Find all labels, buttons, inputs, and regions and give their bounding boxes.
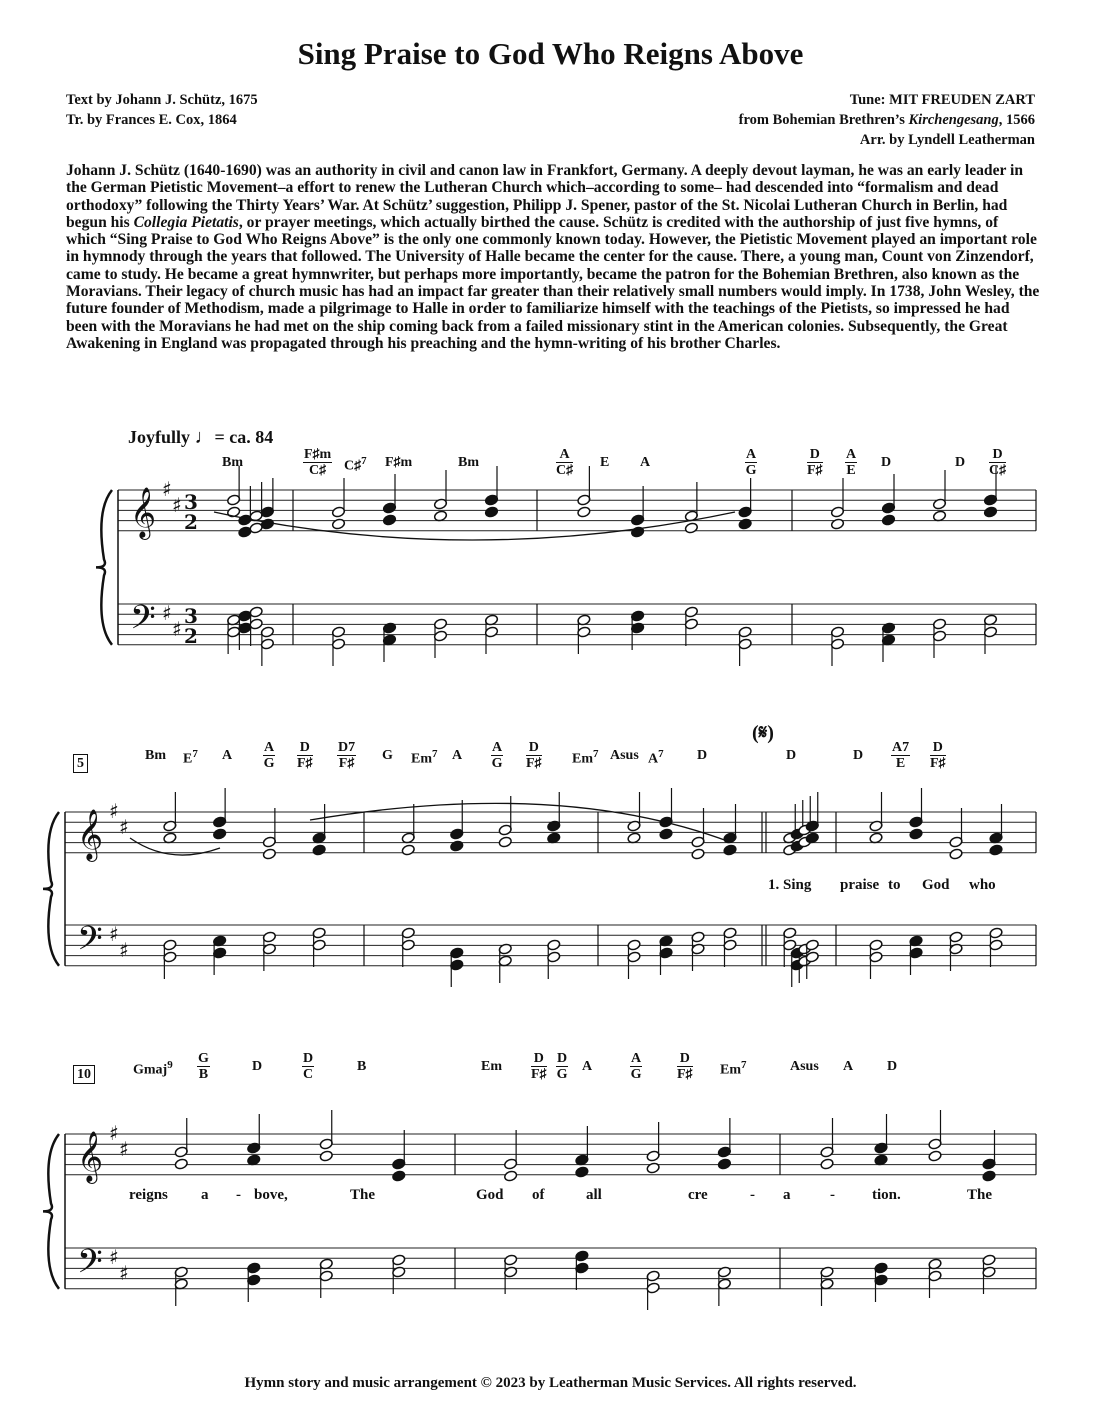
bass-clef-icon: 𝄢: [77, 920, 103, 966]
chord-bass: C♯: [989, 463, 1007, 478]
chord-bass: C: [303, 1067, 314, 1082]
sharp-icon: ♯: [109, 1121, 119, 1145]
chord-top: A: [631, 1051, 642, 1066]
sharp-icon: ♯: [119, 938, 129, 962]
lyric-syllable: cre: [688, 1187, 708, 1203]
chord-bass: C♯: [556, 463, 574, 478]
segno-sign: (𝄋): [752, 722, 774, 744]
treble-note: [949, 848, 963, 860]
chord-bass: F♯: [526, 756, 542, 771]
chord-symbol: Em$^7$: [411, 748, 438, 767]
arranger: Arr. by Lyndell Leatherman: [859, 132, 1035, 148]
time-signature-top: 3: [184, 604, 198, 628]
measure-number: 5: [73, 754, 88, 773]
lyric-syllable: God: [922, 877, 950, 893]
chord-bass: G: [491, 756, 503, 771]
treble-note: [382, 514, 396, 526]
chord-bass: F♯: [338, 756, 355, 771]
lyric-syllable: tion.: [872, 1187, 901, 1203]
chord-bass: E: [895, 756, 906, 771]
chord-symbol: D: [887, 1059, 898, 1074]
translator: Tr. by Frances E. Cox, 1864: [66, 112, 237, 128]
chord-symbol: F♯m: [385, 455, 413, 470]
chord-symbol: B: [357, 1059, 367, 1074]
brace-icon: [96, 490, 112, 645]
chord-symbol: G: [382, 748, 393, 763]
lyric-syllable: -: [750, 1187, 755, 1203]
lyric-syllable: reigns: [129, 1187, 168, 1203]
bass-clef-icon: 𝄢: [130, 599, 156, 645]
chord-bass: G: [263, 756, 275, 771]
chord-symbol: D: [786, 748, 797, 763]
treble-note: [983, 506, 997, 518]
chord-top: A7: [892, 740, 910, 755]
sharp-icon: ♯: [119, 1261, 129, 1285]
lyric-syllable: a: [201, 1187, 209, 1203]
measure-number: 10: [73, 1065, 95, 1084]
chord-top: A: [846, 447, 857, 462]
treble-note: [646, 1162, 660, 1174]
chord-top: D: [677, 1051, 693, 1067]
chord-bass: F♯: [531, 1067, 547, 1082]
treble-note: [982, 1170, 996, 1182]
copyright-footer: Hymn story and music arrangement © 2023 by Leatherman Music Services. All rights reserved.: [244, 1375, 857, 1391]
chord-top: D: [526, 740, 542, 756]
treble-note: [575, 1166, 589, 1178]
treble-note: [504, 1170, 518, 1182]
treble-note: [989, 844, 1003, 856]
chord-symbol: D: [955, 455, 966, 470]
chord-bass: B: [198, 1067, 209, 1082]
chord-symbol: D: [252, 1059, 263, 1074]
lyric-syllable: all: [586, 1187, 602, 1203]
treble-note: [401, 844, 415, 856]
chord-symbol: D: [881, 455, 892, 470]
treble-note: [312, 844, 326, 856]
chord-top: D: [297, 740, 313, 756]
lyric-syllable: 1. Sing: [768, 877, 812, 893]
tempo-value: = ca. 84: [214, 427, 274, 447]
chord-bass: G: [630, 1067, 642, 1082]
chord-symbol: A: [640, 455, 651, 470]
treble-note: [484, 506, 498, 518]
chord-symbol: Em: [481, 1059, 502, 1074]
time-signature-bottom: 2: [184, 624, 198, 648]
treble-note: [723, 844, 737, 856]
sharp-icon: ♯: [172, 617, 182, 641]
chord-bass: G: [556, 1067, 568, 1082]
chord-top: D: [531, 1051, 547, 1067]
chord-bass: F♯: [807, 463, 823, 478]
treble-note: [717, 1158, 731, 1170]
lyric-syllable: praise: [840, 877, 880, 893]
hymn-story: Johann J. Schütz (1640-1690) was an authority in civil and canon law in Frankfort, Germany. A deeply devout layman, he was an early leader in the German Pietistic Movement–a effort to renew the Lutheran Church which–according to some– had descended into “formalism and dead orthodoxy” following the Thirty Years’ War. At Schütz’ suggestion, Philipp J. Spener, pastor of the St. Nicolai Lutheran Church in Berlin, had begun his Collegia Pietatis, or prayer meetings, which actually birthed the cause. Schütz is credited with the authorship of just five hymns, of which “Sing Praise to God Who Reigns Above” is the only one commonly known today. However, the Pietistic Movement played an important role in hymnody through the years that followed. The University of Halle became the center for the cause. There, a young man, Count von Zinzendorf, came to study. He became a great hymnwriter, but perhaps more importantly, became the patron for the Bohemian Brethren, also known as the Moravians. Their legacy of church music has had an impact far greater than their relatively small numbers would imply. In 1738, John Wesley, the future founder of Methodism, made a pilgrimage to Halle in order to familiarize himself with the teachings of the Pietists, so impressed he had been with the Moravians he had met on the ship coming back from a failed missionary stint in the American colonies. Subsequently, the Great Awakening in England was propagated through his preaching and the hymn-writing of his brother Charles.: [66, 162, 1040, 352]
lyric-syllable: -: [236, 1187, 241, 1203]
chord-bass: F♯: [297, 756, 313, 771]
chord-top: A: [556, 447, 573, 463]
tempo-label: Joyfully: [128, 427, 191, 447]
bass-clef-icon: 𝄢: [77, 1243, 103, 1289]
chord-symbol: A: [222, 748, 233, 763]
chord-top: D: [557, 1051, 568, 1066]
sharp-icon: ♯: [162, 601, 172, 625]
chord-top: A: [746, 447, 757, 462]
half-note-icon: ♩: [194, 426, 215, 448]
treble-note: [174, 1158, 188, 1170]
sharp-icon: ♯: [109, 922, 119, 946]
chord-symbol: C♯$^7$: [344, 455, 367, 474]
chord-symbol: Asus: [610, 748, 639, 763]
time-signature-top: 3: [184, 490, 198, 514]
slur: [214, 512, 735, 540]
sharp-icon: ♯: [162, 477, 172, 501]
chord-symbol: Bm: [145, 748, 166, 763]
brace-icon: [43, 812, 59, 966]
treble-note: [498, 836, 512, 848]
treble-note: [909, 828, 923, 840]
lyric-syllable: -: [830, 1187, 835, 1203]
chord-symbol: Bm: [222, 455, 243, 470]
treble-note: [659, 828, 673, 840]
tune-name: Tune: MIT FREUDEN ZART: [849, 92, 1035, 108]
treble-note: [691, 848, 705, 860]
treble-note: [881, 514, 895, 526]
treble-note: [262, 848, 276, 860]
text-author: Text by Johann J. Schütz, 1675: [66, 92, 258, 108]
chord-top: D: [303, 1051, 314, 1066]
treble-note: [928, 1150, 942, 1162]
treble-note: [213, 828, 227, 840]
lyric-syllable: The: [967, 1187, 993, 1203]
sharp-icon: ♯: [119, 815, 129, 839]
chord-symbol: A: [452, 748, 463, 763]
sharp-icon: ♯: [172, 493, 182, 517]
chord-symbol: D: [697, 748, 708, 763]
treble-note: [392, 1170, 406, 1182]
lyric-syllable: God: [476, 1187, 504, 1203]
chord-top: D: [930, 740, 946, 756]
page-title: Sing Praise to God Who Reigns Above: [297, 36, 804, 71]
chord-top: F♯m: [304, 447, 332, 462]
chord-symbol: Bm: [458, 455, 479, 470]
chord-symbol: $A^7$: [648, 748, 664, 767]
chord-symbol: Em$^7$: [572, 748, 599, 767]
sharp-icon: ♯: [109, 1245, 119, 1269]
brace-icon: [43, 1134, 59, 1289]
treble-clef-icon: 𝄞: [77, 809, 104, 860]
chord-symbol: A: [582, 1059, 593, 1074]
sharp-icon: ♯: [119, 1137, 129, 1161]
treble-note: [319, 1150, 333, 1162]
chord-symbol: $E^7$: [183, 748, 198, 767]
treble-note: [738, 518, 752, 530]
treble-note: [684, 522, 698, 534]
chord-top: D: [989, 447, 1006, 463]
tune-source: from Bohemian Brethren’s Kirchengesang, 1566: [738, 112, 1035, 128]
treble-note: [830, 518, 844, 530]
treble-clef-icon: 𝄞: [77, 1131, 104, 1182]
chord-bass: F♯: [677, 1067, 693, 1082]
treble-note: [331, 518, 345, 530]
chord-symbol: Asus: [790, 1059, 819, 1074]
chord-symbol: Em$^7$: [720, 1059, 747, 1078]
chord-bass: C♯: [309, 463, 327, 478]
lyric-syllable: to: [888, 877, 901, 893]
chord-top: D: [807, 447, 823, 463]
chord-symbol: E: [600, 455, 610, 470]
time-signature-bottom: 2: [184, 510, 198, 534]
treble-note: [577, 506, 591, 518]
chord-bass: F♯: [930, 756, 946, 771]
sharp-icon: ♯: [109, 799, 119, 823]
lyric-syllable: who: [969, 877, 996, 893]
chord-symbol: Gmaj$^9$: [133, 1059, 173, 1078]
lyric-syllable: The: [350, 1187, 376, 1203]
chord-top: G: [198, 1051, 209, 1066]
chord-symbol: D: [853, 748, 864, 763]
lyric-syllable: bove,: [254, 1187, 288, 1203]
chord-bass: E: [846, 463, 856, 478]
chord-top: D7: [338, 740, 356, 755]
lyric-syllable: a: [783, 1187, 791, 1203]
chord-symbol: A: [843, 1059, 854, 1074]
treble-note: [820, 1158, 834, 1170]
lyric-syllable: of: [532, 1187, 545, 1203]
chord-top: A: [264, 740, 275, 755]
treble-clef-icon: 𝄞: [130, 487, 157, 538]
chord-bass: G: [745, 463, 757, 478]
chord-top: A: [492, 740, 503, 755]
treble-note: [450, 840, 464, 852]
